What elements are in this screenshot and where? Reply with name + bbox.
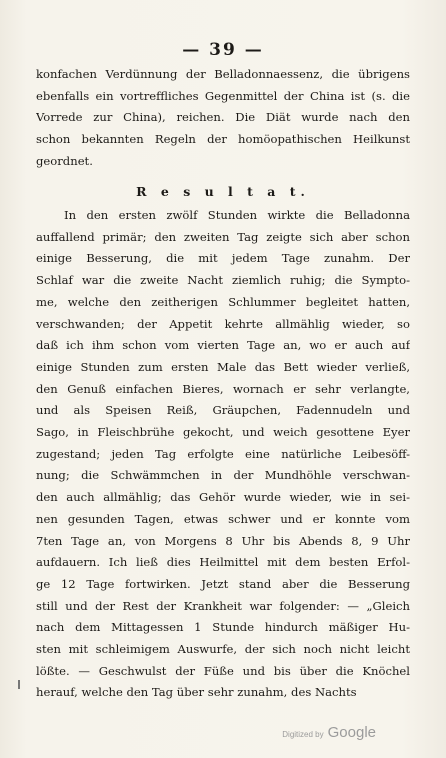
text-line: auffallend primär; den zweiten Tag zeigte sich aber schon bbox=[36, 229, 410, 244]
page-number: — 39 — bbox=[182, 40, 264, 60]
text-line: still und der Rest der Krankheit war folgender: — „Gleich bbox=[36, 598, 410, 613]
text-line: einige Besserung, die mit jedem Tage zunahm. Der bbox=[36, 251, 410, 266]
text-line: daß ich ihm schon vom vierten Tage an, wo er auch auf bbox=[36, 338, 410, 353]
text-line: nung; die Schwämmchen in der Mundhöhle verschwan- bbox=[36, 468, 410, 483]
section-heading: R e s u l t a t. bbox=[136, 184, 310, 199]
text-line: zugestand; jeden Tag erfolgte eine natürliche Leibesöff- bbox=[36, 446, 410, 461]
digitized-by-label: Digitized by bbox=[282, 730, 324, 739]
text-line: lößte. — Geschwulst der Füße und bis über die Knöchel bbox=[36, 663, 410, 678]
text-line: herauf, welche den Tag über sehr zunahm, des Nachts bbox=[36, 685, 357, 700]
text-line: und als Speisen Reiß, Gräupchen, Fadennudeln und bbox=[36, 403, 410, 418]
text-line: verschwanden; der Appetit kehrte allmählig wieder, so bbox=[36, 316, 410, 331]
text-line: In den ersten zwölf Stunden wirkte die Belladonna bbox=[64, 208, 410, 222]
text-line: konfachen Verdünnung der Belladonnaessenz, die übrigens bbox=[36, 67, 410, 81]
margin-mark bbox=[18, 680, 20, 689]
text-line: aufdauern. Ich ließ dies Heilmittel mit dem besten Erfol- bbox=[36, 555, 410, 570]
text-line: Sago, in Fleischbrühe gekocht, und weich gesottene Eyer bbox=[36, 425, 410, 440]
text-line: ge 12 Tage fortwirken. Jetzt stand aber die Besserung bbox=[36, 576, 410, 591]
text-line: me, welche den zeitherigen Schlummer begleitet hatten, bbox=[36, 294, 410, 309]
text-line: den auch allmählig; das Gehör wurde wieder, wie in sei- bbox=[36, 490, 410, 505]
text-line: 7ten Tage an, von Morgens 8 Uhr bis Abends 8, 9 Uhr bbox=[36, 533, 410, 548]
google-logo-text: Google bbox=[327, 724, 376, 741]
text-line: Schlaf war die zweite Nacht ziemlich ruhig; die Sympto- bbox=[36, 273, 410, 288]
digitized-by-google-watermark bbox=[282, 724, 376, 742]
text-line: nen gesunden Tagen, etwas schwer und er konnte vom bbox=[36, 511, 410, 526]
text-line: geordnet. bbox=[36, 153, 93, 168]
text-line: Vorrede zur China), reichen. Die Diät wurde nach den bbox=[36, 110, 410, 125]
text-line: schon bekannten Regeln der homöopathischen Heilkunst bbox=[36, 132, 410, 147]
text-line: den Genuß einfachen Bieres, wornach er sehr verlangte, bbox=[36, 381, 410, 396]
text-line: sten mit schleimigem Auswurfe, der sich noch nicht leicht bbox=[36, 642, 410, 657]
text-line: ebenfalls ein vortreffliches Gegenmittel der China ist (s. die bbox=[36, 88, 410, 103]
paragraph-continuation bbox=[36, 64, 410, 173]
text-line: einige Stunden zum ersten Male das Bett wieder verließ, bbox=[36, 359, 410, 374]
text-line: nach dem Mittagessen 1 Stunde hindurch mäßiger Hu- bbox=[36, 620, 410, 635]
paragraph-resultat bbox=[36, 205, 410, 704]
